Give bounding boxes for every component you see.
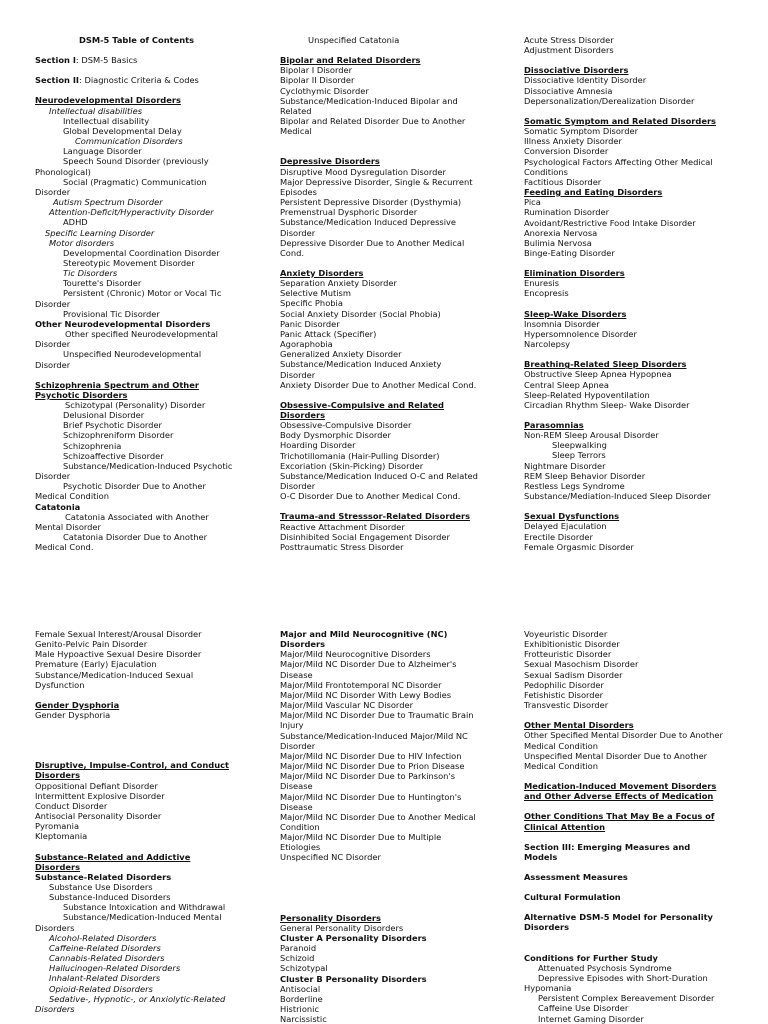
- subcategory-entry: Specific Learning Disorder: [45, 227, 155, 238]
- toc-entry: Medical Condition: [35, 491, 110, 502]
- toc-entry: Anorexia Nervosa: [524, 227, 598, 238]
- toc-entry: Internet Gaming Disorder: [538, 1013, 644, 1024]
- bold-heading: Disorders: [280, 639, 326, 650]
- toc-entry: Substance/Medication-Induced Bipolar and: [280, 95, 458, 106]
- toc-entry: Substance-Induced Disorders: [49, 892, 171, 903]
- toc-entry: Schizophreniform Disorder: [63, 430, 174, 441]
- toc-entry: Sleep-Related Hypoventilation: [524, 389, 650, 400]
- toc-entry: Insomnia Disorder: [524, 318, 600, 329]
- toc-entry: Substance/Medication-Induced Sexual: [35, 669, 194, 680]
- toc-entry: Disorder: [280, 227, 316, 238]
- toc-entry: Dysfunction: [35, 679, 85, 690]
- toc-entry: Substance Intoxication and Withdrawal: [63, 902, 226, 913]
- blank-line: [524, 349, 742, 359]
- toc-entry: Sleep Terrors: [552, 450, 606, 461]
- toc-entry: Voyeuristic Disorder: [524, 629, 608, 639]
- toc-entry: Schizotypal: [280, 963, 328, 974]
- subcategory-entry: Sedative-, Hypnotic-, or Anxiolytic-Related: [49, 993, 226, 1004]
- toc-entry: Gender Dysphoria: [35, 710, 111, 721]
- subcategory-entry: Inhalant-Related Disorders: [49, 973, 161, 984]
- toc-entry: Non-REM Sleep Arousal Disorder: [524, 430, 659, 441]
- blank-line: [524, 882, 742, 892]
- toc-entry: Disorder: [35, 298, 71, 309]
- section-heading: Disruptive, Impulse-Control, and Conduct: [35, 760, 230, 771]
- toc-entry: Disinhibited Social Engagement Disorder: [280, 531, 450, 542]
- toc-entry: Hypersomnolence Disorder: [524, 328, 637, 339]
- toc-entry: Narcissistic: [280, 1014, 327, 1024]
- bold-heading: Alternative DSM-5 Model for Personality: [524, 912, 713, 923]
- toc-entry: Major/Mild Frontotemporal NC Disorder: [280, 679, 442, 690]
- toc-entry: Major/Mild NC Disorder Due to Another Medical: [280, 811, 476, 822]
- blank-line: [35, 842, 253, 852]
- toc-entry: Major/Mild NC Disorder With Lewy Bodies: [280, 689, 452, 700]
- toc-entry: Cond.: [280, 247, 305, 258]
- section-heading: Personality Disorders: [280, 912, 381, 923]
- toc-entry: Encopresis: [524, 288, 569, 299]
- toc-entry: Pyromania: [35, 821, 80, 832]
- toc-entry: Obsessive-Compulsive Disorder: [280, 420, 412, 431]
- blank-line: [524, 902, 742, 912]
- section-heading: Elimination Disorders: [524, 268, 625, 279]
- section-heading: Gender Dysphoria: [35, 699, 120, 710]
- toc-entry: Conditions: [524, 166, 568, 177]
- toc-entry: Obstructive Sleep Apnea Hypopnea: [524, 369, 672, 380]
- section-heading: Neurodevelopmental Disorders: [35, 95, 181, 106]
- bold-heading: Cultural Formulation: [524, 892, 621, 903]
- toc-entry: Depressive Episodes with Short-Duration: [538, 972, 708, 983]
- toc-entry: Disorder: [35, 359, 71, 370]
- toc-entry: Bipolar II Disorder: [280, 75, 355, 86]
- toc-entry: Major/Mild NC Disorder Due to Traumatic Brain: [280, 710, 474, 721]
- toc-entry: ADHD: [63, 217, 88, 228]
- bold-heading: Catatonia: [35, 501, 81, 512]
- toc-entry: Panic Disorder: [280, 318, 340, 329]
- section-heading: Feeding and Eating Disorders: [524, 187, 663, 198]
- toc-entry: Provisional Tic Disorder: [63, 308, 160, 319]
- toc-entry: Substance/Mediation-Induced Sleep Disorder: [524, 491, 711, 502]
- toc-entry: Borderline: [280, 993, 323, 1004]
- toc-entry: Disease: [280, 801, 313, 812]
- section-heading: Clinical Attention: [524, 821, 606, 832]
- toc-entry: Catatonia Disorder Due to Another: [63, 532, 208, 543]
- toc-entry: Major/Mild Neurocognitive Disorders: [280, 649, 431, 660]
- blank-line: [280, 893, 498, 903]
- column-3-bottom: [524, 629, 742, 1024]
- toc-entry: Conversion Disorder: [524, 146, 609, 157]
- toc-entry: Disorder: [280, 481, 316, 492]
- bold-heading: Section III: Emerging Measures and: [524, 841, 691, 852]
- toc-entry: Panic Attack (Specifier): [280, 328, 377, 339]
- toc-entry: Medical Cond.: [35, 542, 94, 553]
- toc-entry: Sleepwalking: [552, 440, 607, 451]
- toc-entry: Disease: [280, 781, 313, 792]
- blank-line: [35, 65, 253, 75]
- toc-entry: Kleptomania: [35, 831, 88, 842]
- toc-entry: Speech Sound Disorder (previously: [63, 156, 209, 167]
- toc-entry: Language Disorder: [63, 146, 142, 157]
- bold-heading: DSM-5 Table of Contents: [79, 35, 195, 45]
- blank-line: [35, 690, 253, 700]
- section-heading: Sleep-Wake Disorders: [524, 308, 627, 319]
- toc-entry: Dissociative Identity Disorder: [524, 75, 647, 86]
- section-label: Section I: [35, 55, 76, 66]
- section-heading: Disorders: [280, 410, 326, 420]
- section-heading: Depressive Disorders: [280, 156, 380, 167]
- bold-heading: Major and Mild Neurocognitive (NC): [280, 629, 448, 639]
- toc-entry: Body Dysmorphic Disorder: [280, 430, 391, 441]
- toc-entry: Bulimia Nervosa: [524, 237, 592, 248]
- section-line: [35, 75, 253, 85]
- blank-line: [280, 501, 498, 511]
- blank-line: [524, 832, 742, 842]
- blank-line: [524, 106, 742, 116]
- toc-entry: Central Sleep Apnea: [524, 379, 609, 390]
- section-heading: and Other Adverse Effects of Medication: [524, 791, 714, 802]
- blank-line: [524, 771, 742, 781]
- toc-entry: Other specified Neurodevelopmental: [65, 329, 218, 340]
- toc-entry: Illness Anxiety Disorder: [524, 136, 622, 147]
- bold-heading: Other Neurodevelopmental Disorders: [35, 318, 211, 329]
- toc-entry: Major/Mild NC Disorder Due to Prion Disease: [280, 761, 465, 772]
- toc-entry: Premenstrual Dysphoric Disorder: [280, 207, 418, 218]
- blank-line: [35, 45, 253, 55]
- toc-entry: Acute Stress Disorder: [524, 35, 614, 45]
- blank-line: [280, 903, 498, 913]
- subcategory-entry: Disorders: [35, 1003, 75, 1014]
- section-heading: Anxiety Disorders: [280, 267, 364, 278]
- blank-line: [280, 146, 498, 156]
- column-2-top: [280, 35, 498, 552]
- bold-heading: Assessment Measures: [524, 871, 628, 882]
- section-heading: Obsessive-Compulsive and Related: [280, 399, 444, 410]
- toc-entry: Major Depressive Disorder, Single & Recurrent: [280, 176, 473, 187]
- toc-entry: Schizophrenia: [63, 440, 122, 451]
- toc-entry: Persistent Depressive Disorder (Dysthymia): [280, 197, 462, 208]
- toc-entry: Psychotic Disorder Due to Another: [63, 481, 206, 492]
- blank-line: [35, 85, 253, 95]
- toc-entry: Schizoaffective Disorder: [63, 450, 164, 461]
- blank-line: [280, 390, 498, 400]
- column-3-top: [524, 35, 742, 552]
- toc-entry: General Personality Disorders: [280, 922, 404, 933]
- toc-entry: Major/Mild NC Disorder Due to Huntington's: [280, 791, 462, 802]
- bold-heading: Disorders: [524, 922, 570, 933]
- toc-entry: Caffeine Use Disorder: [538, 1003, 629, 1014]
- section-heading: Trauma-and Stresssor-Related Disorders: [280, 511, 471, 522]
- toc-entry: Disorder: [35, 186, 71, 197]
- toc-entry: Major/Mild NC Disorder Due to HIV Infection: [280, 750, 462, 761]
- toc-entry: Male Hypoactive Sexual Desire Disorder: [35, 649, 202, 660]
- toc-entry: Substance/Medication Induced Depressive: [280, 217, 457, 228]
- toc-entry: Stereotypic Movement Disorder: [63, 257, 195, 268]
- toc-entry: Disease: [280, 669, 313, 680]
- toc-entry: Disorders: [35, 922, 75, 933]
- toc-entry: Other Specified Mental Disorder Due to Another: [524, 730, 723, 741]
- section-heading: Sexual Dysfunctions: [524, 511, 620, 522]
- toc-entry: Trichotillomania (Hair-Pulling Disorder): [280, 450, 440, 461]
- toc-entry: Unspecified NC Disorder: [280, 852, 381, 863]
- section-heading: Psychotic Disorders: [35, 389, 128, 400]
- section-heading: Somatic Symptom and Related Disorders: [524, 115, 716, 126]
- toc-entry: Hoarding Disorder: [280, 440, 356, 451]
- toc-entry: Delayed Ejaculation: [524, 521, 607, 532]
- blank-line: [280, 136, 498, 146]
- toc-entry: Exhibitionistic Disorder: [524, 639, 620, 650]
- subcategory-entry: Caffeine-Related Disorders: [49, 942, 161, 953]
- blank-line: [524, 862, 742, 872]
- toc-entry: Major/Mild NC Disorder Due to Parkinson's: [280, 771, 456, 782]
- bold-heading: Models: [524, 851, 558, 862]
- toc-entry: Global Developmental Delay: [63, 125, 182, 136]
- blank-line: [524, 410, 742, 420]
- toc-entry: Developmental Coordination Disorder: [63, 247, 220, 258]
- toc-entry: Dissociative Amnesia: [524, 85, 613, 96]
- toc-entry: Substance/Medication-Induced Mental: [63, 912, 222, 923]
- bold-heading: Conditions for Further Study: [524, 952, 658, 963]
- toc-entry: Female Orgasmic Disorder: [524, 541, 634, 552]
- blank-line: [524, 501, 742, 511]
- blank-line: [524, 258, 742, 268]
- toc-entry: Antisocial: [280, 983, 321, 994]
- section-heading: Other Mental Disorders: [524, 720, 634, 731]
- subcategory-entry: Tic Disorders: [63, 268, 118, 279]
- subcategory-entry: Communication Disorders: [75, 136, 183, 147]
- toc-entry: Adjustment Disorders: [524, 45, 614, 56]
- toc-entry: Binge-Eating Disorder: [524, 247, 615, 258]
- section-line: [35, 55, 253, 65]
- section-heading: Parasomnias: [524, 420, 584, 430]
- toc-entry: Major/Mild NC Disorder Due to Multiple: [280, 832, 442, 843]
- toc-entry: Unspecified Catatonia: [308, 35, 400, 45]
- toc-entry: Mental Disorder: [35, 521, 101, 532]
- section-heading: Disorders: [35, 861, 81, 872]
- toc-entry: Tourette's Disorder: [63, 278, 142, 289]
- toc-entry: Selective Mutism: [280, 288, 351, 299]
- toc-entry: Oppositional Defiant Disorder: [35, 780, 158, 791]
- column-1-top: [35, 35, 253, 552]
- toc-entry: Medical Condition: [524, 760, 599, 771]
- toc-entry: Substance/Medication-Induced Major/Mild NC: [280, 730, 468, 741]
- section-heading: Disorders: [35, 770, 81, 781]
- toc-entry: Substance/Medication Induced Anxiety: [280, 359, 442, 370]
- toc-entry: Reactive Attachment Disorder: [280, 521, 405, 532]
- section-heading: Substance-Related and Addictive: [35, 851, 191, 862]
- blank-line: [524, 801, 742, 811]
- column-2-bottom: [280, 629, 498, 1024]
- column-1-bottom: [35, 629, 253, 1014]
- toc-entry: Major/Mild Vascular NC Disorder: [280, 700, 413, 711]
- toc-entry: Schizoid: [280, 953, 315, 964]
- toc-entry: Psychological Factors Affecting Other Medical: [524, 156, 713, 167]
- toc-entry: Brief Psychotic Disorder: [63, 420, 162, 431]
- toc-entry: Avoidant/Restrictive Food Intake Disorder: [524, 217, 696, 228]
- bold-heading: Cluster A Personality Disorders: [280, 932, 427, 943]
- blank-line: [35, 750, 253, 760]
- subcategory-entry: Attention-Deficit/Hyperactivity Disorder: [49, 207, 214, 218]
- toc-entry: Attenuated Psychosis Syndrome: [538, 962, 672, 973]
- toc-entry: Social (Pragmatic) Communication: [63, 176, 207, 187]
- toc-entry: Disorder: [280, 740, 316, 751]
- toc-entry: Excoriation (Skin-Picking) Disorder: [280, 460, 424, 471]
- toc-entry: Narcolepsy: [524, 339, 571, 350]
- toc-entry: Medical Condition: [524, 740, 599, 751]
- blank-line: [35, 740, 253, 750]
- toc-entry: Disorder: [280, 369, 316, 380]
- blank-line: [524, 710, 742, 720]
- toc-entry: Bipolar I Disorder: [280, 65, 353, 76]
- toc-entry: Agoraphobia: [280, 339, 333, 350]
- toc-entry: Genito-Pelvic Pain Disorder: [35, 639, 148, 650]
- toc-entry: Paranoid: [280, 943, 317, 954]
- toc-entry: O-C Disorder Due to Another Medical Cond.: [280, 491, 461, 502]
- blank-line: [524, 933, 742, 943]
- section-description: : Diagnostic Criteria & Codes: [79, 75, 199, 86]
- toc-entry: Restless Legs Syndrome: [524, 480, 625, 491]
- subcategory-entry: Motor disorders: [49, 237, 115, 248]
- toc-entry: Substance/Medication-Induced Psychotic: [63, 460, 233, 471]
- blank-line: [35, 720, 253, 730]
- toc-entry: Enuresis: [524, 278, 560, 289]
- section-description: : DSM-5 Basics: [75, 55, 138, 66]
- toc-entry: REM Sleep Behavior Disorder: [524, 470, 646, 481]
- blank-line: [35, 730, 253, 740]
- toc-entry: Sexual Sadism Disorder: [524, 669, 623, 680]
- toc-entry: Premature (Early) Ejaculation: [35, 659, 157, 670]
- blank-line: [280, 873, 498, 883]
- toc-entry: Rumination Disorder: [524, 207, 610, 218]
- toc-entry: Specific Phobia: [280, 298, 343, 309]
- toc-entry: Anxiety Disorder Due to Another Medical Cond.: [280, 379, 477, 390]
- section-heading: Other Conditions That May Be a Focus of: [524, 811, 715, 822]
- toc-entry: Intermittent Explosive Disorder: [35, 790, 165, 801]
- toc-entry: Sexual Masochism Disorder: [524, 659, 639, 670]
- toc-entry: Separation Anxiety Disorder: [280, 278, 397, 289]
- toc-entry: Related: [280, 105, 312, 116]
- blank-line: [280, 883, 498, 893]
- toc-entry: Disruptive Mood Dysregulation Disorder: [280, 166, 446, 177]
- toc-entry: Pedophilic Disorder: [524, 679, 604, 690]
- subcategory-entry: Cannabis-Related Disorders: [49, 953, 165, 964]
- section-heading: Medication-Induced Movement Disorders: [524, 781, 717, 792]
- toc-entry: Generalized Anxiety Disorder: [280, 349, 402, 360]
- section-heading: Bipolar and Related Disorders: [280, 55, 421, 66]
- blank-line: [280, 863, 498, 873]
- subcategory-entry: Opioid-Related Disorders: [49, 983, 153, 994]
- toc-entry: Social Anxiety Disorder (Social Phobia): [280, 308, 441, 319]
- section-heading: Dissociative Disorders: [524, 65, 629, 76]
- toc-entry: Disorder: [35, 339, 71, 350]
- toc-entry: Somatic Symptom Disorder: [524, 126, 638, 137]
- toc-entry: Hypomania: [524, 983, 572, 994]
- section-heading: Schizophrenia Spectrum and Other: [35, 379, 199, 390]
- toc-entry: Delusional Disorder: [63, 410, 145, 421]
- bold-heading: Cluster B Personality Disorders: [280, 973, 427, 984]
- toc-entry: Phonological): [35, 166, 91, 177]
- toc-entry: Histrionic: [280, 1004, 320, 1014]
- toc-entry: Frotteuristic Disorder: [524, 649, 612, 660]
- toc-entry: Unspecified Neurodevelopmental: [63, 349, 202, 360]
- toc-entry: Fetishistic Disorder: [524, 689, 604, 700]
- section-heading: Breathing-Related Sleep Disorders: [524, 359, 687, 370]
- toc-entry: Erectile Disorder: [524, 531, 593, 542]
- blank-line: [524, 299, 742, 309]
- toc-entry: Substance/Medication Induced O-C and Related: [280, 470, 478, 481]
- toc-entry: Posttraumatic Stress Disorder: [280, 541, 404, 552]
- toc-entry: Injury: [280, 720, 304, 731]
- blank-line: [35, 370, 253, 380]
- toc-entry: Medical: [280, 126, 312, 137]
- toc-entry: Bipolar and Related Disorder Due to Another: [280, 116, 466, 127]
- toc-entry: Depersonalization/Derealization Disorder: [524, 95, 695, 106]
- toc-entry: Persistent (Chronic) Motor or Vocal Tic: [63, 288, 222, 299]
- toc-entry: Schizotypal (Personality) Disorder: [65, 400, 206, 410]
- toc-entry: Disorder: [35, 471, 71, 482]
- toc-entry: Antisocial Personality Disorder: [35, 811, 162, 822]
- subcategory-entry: Autism Spectrum Disorder: [53, 197, 163, 208]
- toc-entry: Cyclothymic Disorder: [280, 85, 369, 96]
- toc-entry: Catatonia Associated with Another: [65, 511, 209, 522]
- section-label: Section II: [35, 75, 80, 86]
- subcategory-entry: Intellectual disabilities: [49, 105, 143, 116]
- blank-line: [524, 943, 742, 953]
- toc-entry: Intellectual disability: [63, 115, 150, 126]
- toc-entry: Female Sexual Interest/Arousal Disorder: [35, 629, 202, 639]
- toc-entry: Major/Mild NC Disorder Due to Alzheimer's: [280, 659, 457, 670]
- toc-entry: Condition: [280, 821, 320, 832]
- toc-entry: Depressive Disorder Due to Another Medical: [280, 237, 465, 248]
- toc-entry: Factitious Disorder: [524, 176, 602, 187]
- blank-line: [280, 258, 498, 268]
- blank-line: [524, 55, 742, 65]
- toc-entry: Persistent Complex Bereavement Disorder: [538, 993, 715, 1004]
- toc-entry: Episodes: [280, 186, 317, 197]
- blank-line: [280, 45, 498, 55]
- toc-entry: Substance Use Disorders: [49, 881, 153, 892]
- toc-entry: Etiologies: [280, 842, 321, 853]
- toc-entry: Nightmare Disorder: [524, 460, 606, 471]
- toc-entry: Transvestic Disorder: [524, 700, 609, 711]
- toc-entry: Unspecified Mental Disorder Due to Another: [524, 750, 708, 761]
- bold-heading: Substance-Related Disorders: [35, 871, 172, 882]
- toc-entry: Pica: [524, 197, 541, 208]
- toc-entry: Circadian Rhythm Sleep- Wake Disorder: [524, 399, 690, 410]
- toc-entry: Conduct Disorder: [35, 800, 108, 811]
- subcategory-entry: Alcohol-Related Disorders: [49, 932, 157, 943]
- subcategory-entry: Hallucinogen-Related Disorders: [49, 963, 181, 974]
